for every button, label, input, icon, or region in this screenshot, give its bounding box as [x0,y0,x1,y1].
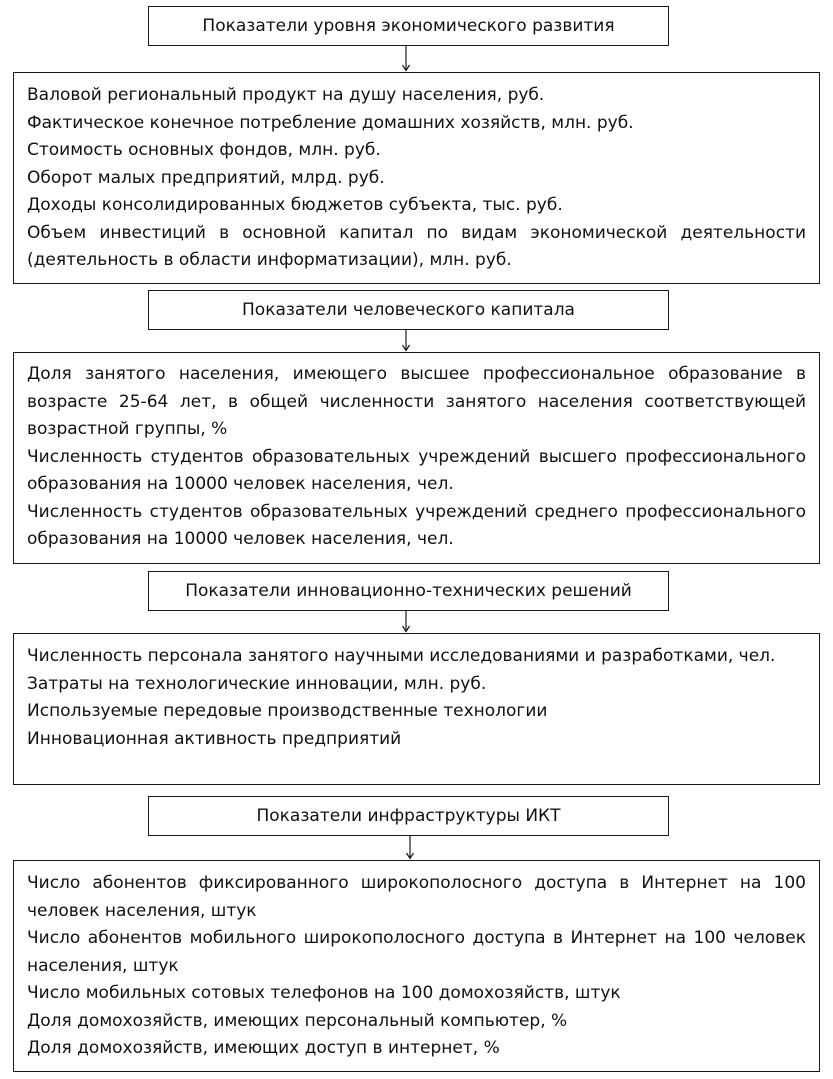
indicator-item: Валовой региональный продукт на душу населения, руб. [27,85,545,105]
indicator-item: Используемые передовые производственные технологии [27,701,548,721]
indicator-item: Инновационная активность предприятий [27,728,402,749]
section-header-ict-infrastructure [148,796,669,836]
section-header-innovation [148,571,669,611]
arrow-down-icon [400,46,412,72]
indicator-item: Численность студентов образовательных учреждений высшего профессионального образования на 10000 человек населения, чел. [27,446,806,494]
indicator-item: Затраты на технологические инновации, млн. руб. [27,673,487,694]
section-header-economic [148,6,669,46]
indicator-list-economic [13,72,820,284]
indicator-item: Доля занятого населения, имеющего высшее профессиональное образование в возрасте 25-64 лет, в общей численности занятого населения соответствующей возрастной группы, % [27,364,806,439]
indicator-list-ict [13,860,820,1072]
indicator-list-human-capital [13,352,820,564]
section-title: Показатели человеческого капитала [242,300,575,320]
section-title: Показатели инфраструктуры ИКТ [256,806,561,826]
section-header-human-capital [148,290,669,330]
indicator-item: Число мобильных сотовых телефонов на 100 домохозяйств, штук [27,983,621,1003]
indicator-item: Число абонентов мобильного широкополосного доступа в Интернет на 100 человек населения, штук [27,928,806,976]
arrow-down-icon [400,330,412,352]
indicator-list-innovation [13,633,820,785]
indicator-item: Численность персонала занятого научными исследованиями и разработками, чел. [27,646,776,666]
arrow-down-icon [400,611,412,633]
indicator-item: Доля домохозяйств, имеющих персональный компьютер, % [27,1010,568,1031]
indicator-item: Доля домохозяйств, имеющих доступ в интернет, % [27,1038,500,1058]
indicator-item: Оборот малых предприятий, млрд. руб. [27,167,385,188]
arrow-down-icon [404,836,416,860]
section-title: Показатели инновационно-технических решений [185,581,632,601]
indicator-item: Стоимость основных фондов, млн. руб. [27,140,381,160]
indicator-item: Число абонентов фиксированного широкополосного доступа в Интернет на 100 человек населения, штук [27,873,806,921]
indicator-item: Объем инвестиций в основной капитал по видам экономической деятельности (деятельность в области информатизации), млн. руб. [27,222,806,270]
indicator-item: Численность студентов образовательных учреждений среднего профессионального образования на 10000 человек населения, чел. [27,501,806,549]
indicator-item: Доходы консолидированных бюджетов субъекта, тыс. руб. [27,195,563,215]
indicator-item: Фактическое конечное потребление домашних хозяйств, млн. руб. [27,112,634,133]
section-title: Показатели уровня экономического развития [202,16,615,36]
